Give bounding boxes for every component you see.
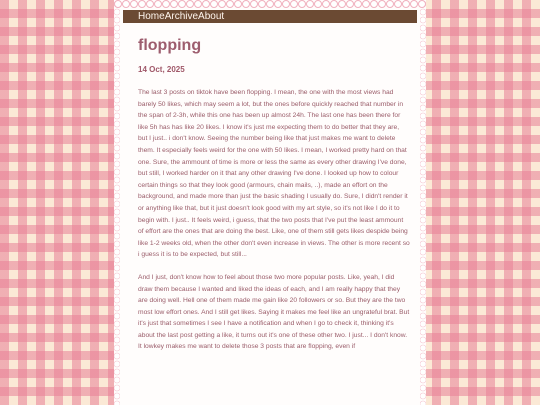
scallop-dot [194, 0, 202, 8]
scallop-dot [322, 0, 330, 8]
scallop-dot [362, 0, 370, 8]
scallop-dot [138, 0, 146, 8]
nav-link-archive[interactable]: Archive [164, 11, 199, 22]
scallop-dot [122, 0, 130, 8]
scallop-dot [378, 0, 386, 8]
scallop-dot [250, 0, 258, 8]
post [138, 36, 410, 364]
content-card [114, 0, 426, 405]
scallop-dot [274, 0, 282, 8]
scallop-dot [370, 0, 378, 8]
scallop-dot [410, 0, 418, 8]
scallop-dot [202, 0, 210, 8]
scallop-dot [298, 0, 306, 8]
post-paragraph: And I just, don't know how to feel about those two more popular posts. Like, yeah, I did draw them because I wanted and liked the ideas of each, and I am really happy that they are doing well. Hell one of them made me gain like 20 followers or so. But they are the two most low effort ones. And I still get likes. Saying it makes me feel like an ungrateful brat. But it's just that sometimes I see I have a notification and when I go to check it, thinking it's about the last post getting a like, it turns out it's one of these other two. I just... I don't know. It lowkey makes me want to delete those 3 posts that are flopping, even if [138, 273, 410, 351]
scallop-dot [114, 0, 122, 8]
scallop-dot [282, 0, 290, 8]
scallop-dot [290, 0, 298, 8]
nav-link-home[interactable]: Home [138, 11, 165, 22]
scallop-dot [386, 0, 394, 8]
nav-link-about[interactable]: About [198, 11, 225, 22]
post-body [138, 87, 410, 353]
scalloped-border-right [420, 0, 426, 405]
scallop-dot [266, 0, 274, 8]
scallop-dot [346, 0, 354, 8]
scallop-dot [170, 0, 178, 8]
scallop-dot [154, 0, 162, 8]
scalloped-border-top [114, 0, 426, 8]
scallop-dot [130, 0, 138, 8]
post-title: flopping [138, 37, 202, 54]
scallop-dot [394, 0, 402, 8]
scallop-dot [354, 0, 362, 8]
scallop-dot [338, 0, 346, 8]
scallop-dot [242, 0, 250, 8]
scallop-dot [210, 0, 218, 8]
scallop-dot [418, 0, 426, 8]
scallop-dot [186, 0, 194, 8]
scallop-dot [314, 0, 322, 8]
scallop-dot [402, 0, 410, 8]
scallop-dot [178, 0, 186, 8]
scallop-dot [162, 0, 170, 8]
post-paragraph: The last 3 posts on tiktok have been flopping. I mean, the one with the most views had barely 50 likes, which may seem a lot, but the ones before quickly reached that number in the span of 2-3h, while this one has been up almost 24h. The last one has been there for like 5h has has like 20 likes. I know it's just me expecting them to do better that they are, but I just.. i don't know. Seeing the number being like that just makes me want to delete them. It especially feels weird for the one with 50 likes. I mean, I worked pretty hard on that one. Sure, the ammount of time is more or less the same as every other drawing I've done, but still, I worked harder on it that any other drawing I've done. I looked up how to colour certain things so that they look good (armours, chain mails, ..), made an effort on the background, and made more than just the basic shading I usually do. Sure, I didn't render it or anything like that, but it just doesn't look good with my art style, so it's not like I do it to begin with. I just.. It feels weird, i guess, that the two posts that I've put the least ammount of effort are the ones that are doing the best. Like, one of them still gets likes despide being like 1-2 weeks old, when the other don't even increase in views. The other is more recent so i guess it is to be expected, but still... [138, 89, 410, 259]
post-date: 14 Oct, 2025 [138, 65, 185, 74]
scallop-dot [306, 0, 314, 8]
navigation-bar [123, 10, 417, 23]
scalloped-border-left [114, 0, 120, 405]
scallop-dot [330, 0, 338, 8]
scallop-dot [146, 0, 154, 8]
scallop-dot [218, 0, 226, 8]
scallop-dot [258, 0, 266, 8]
scallop-dot [226, 0, 234, 8]
scallop-dot [234, 0, 242, 8]
